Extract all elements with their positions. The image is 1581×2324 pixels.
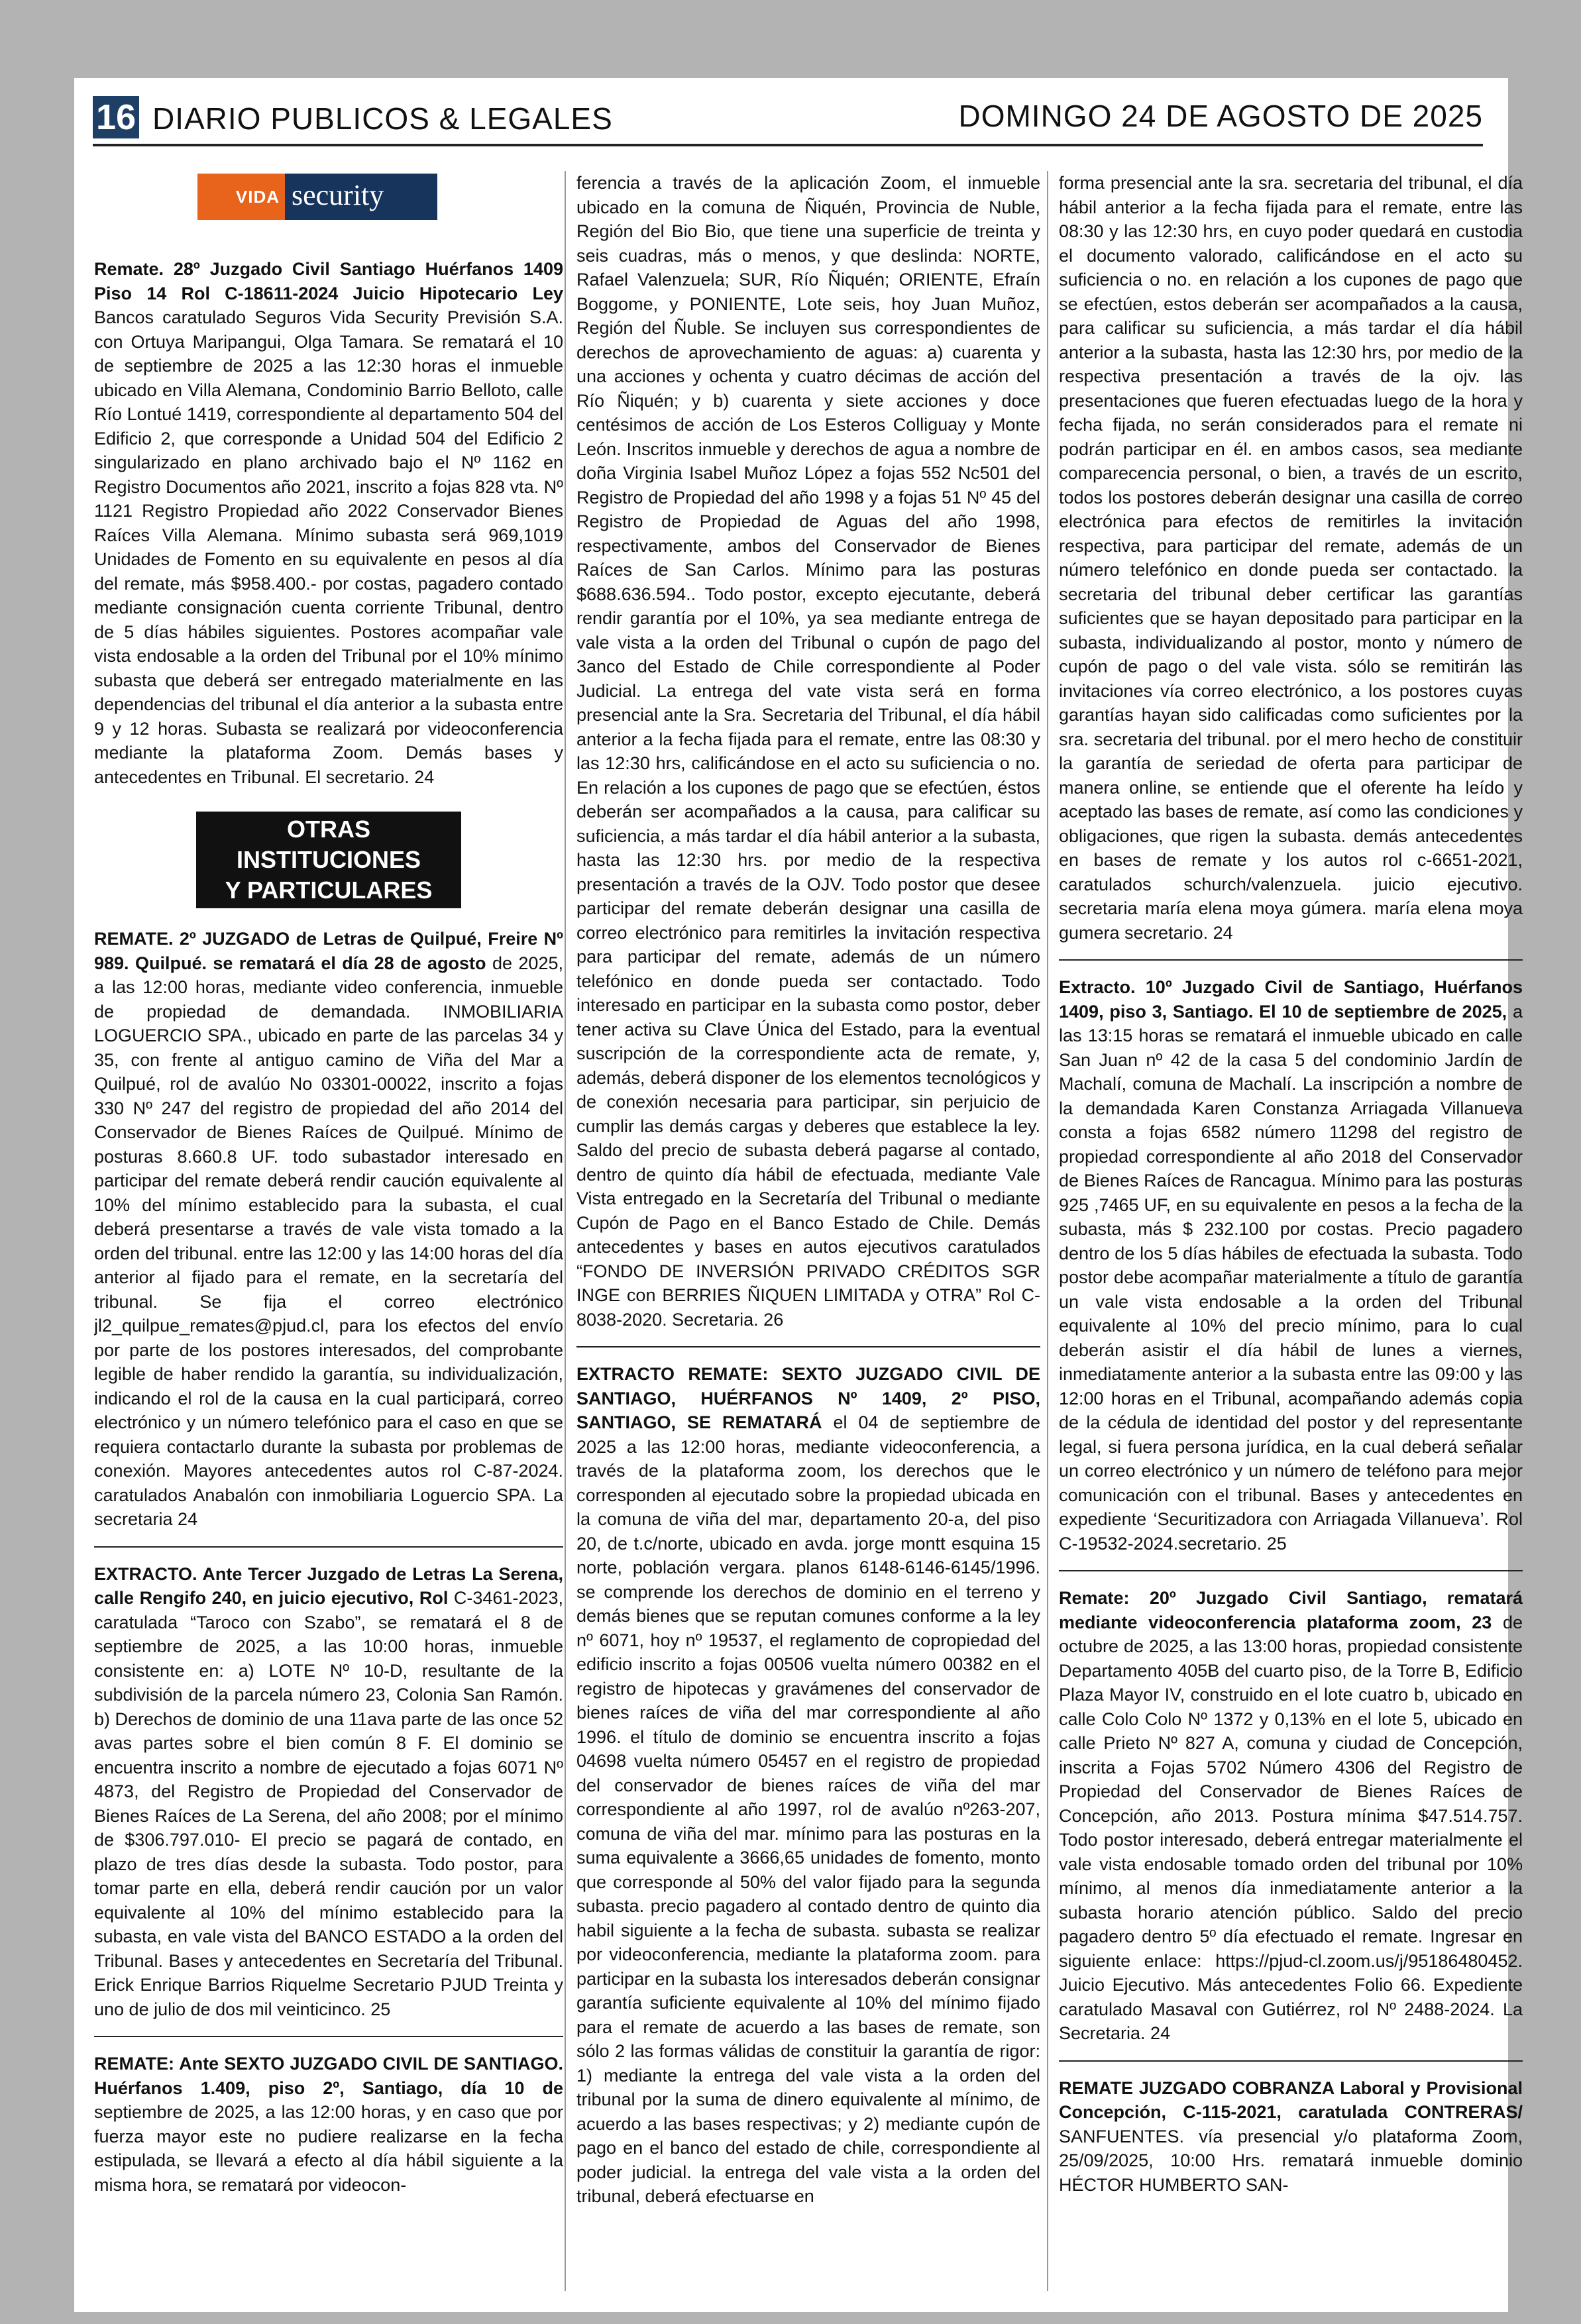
logo-security: security — [285, 174, 437, 220]
notice-heading: EXTRACTO. Ante Tercer Juzgado de Letras La Serena, calle Rengifo 240, en juicio ejecutivo, Rol — [94, 1563, 563, 1608]
notice-body: a las 13:15 horas se rematará el inmueble ubicado en calle San Juan nº 42 de la casa 5 del condominio Jardín de Machalí, comuna de Machalí. La inscripción a nombre de la demandada Karen Constanza Arriagada Villanueva consta a fojas 6582 número 11298 del registro de propiedad correspondiente al año 2018 del Conservador de Bienes Raíces de Rancagua. Mínimo para las posturas 925 ,7465 UF, en su equivalente en pesos a la fecha de la subasta, más $ 232.100 por costas. Precio pagadero dentro de los 5 días hábiles de efectuada la subasta. Todo postor debe acompañar materialmente a título de garantía un vale vista endosable a la orden del Tribunal equivalente al 10% del precio mínimo, para lo cual deberán asistir el día hábil de lunes a viernes, inmediatamente anterior a la subasta entre las 09:00 y las 12:00 horas en el Tribunal, acompañando además copia de la cédula de identidad del postor y del representante legal, si fuera persona jurídica, en la cual deberá señalar un correo electrónico y un número de teléfono para mejor comunicación con el tribunal. Bases y antecedentes en expediente ‘Securitizadora con Arriagada Villanueva’. Rol C-19532-2024.secretario. 25 — [1059, 1001, 1523, 1554]
notice-heading: EXTRACTO REMATE: SEXTO JUZGADO CIVIL DE SANTIAGO, HUÉRFANOS Nº 1409, 2º PISO, SANTIAGO, SE REMATARÁ — [576, 1364, 1040, 1432]
column-3 — [1059, 171, 1523, 2304]
section-banner-line1: OTRAS INSTITUCIONES — [236, 816, 421, 873]
column-1 — [94, 171, 563, 2304]
notice-body: el 04 de septiembre de 2025 a las 12:00 horas, mediante videoconferencia, a través de la plataforma zoom, los derechos que le corresponden al ejecutado sobre la propiedad ubicada en la comuna de viña del mar, departamento 20-a, del piso 20, de t.c/norte, ubicado en avda. jorge montt esquina 15 norte, población vergara. planos 6148-6146-6145/1996. se comprende los derechos de dominio en el terreno y demás bienes que se reputan comunes conforme a la ley nº 6071, hoy nº 19537, el reglamento de copropiedad del edificio inscrito a fojas 00506 vuelta número 00382 en el registro de hipotecas y gravámenes del conservador de bienes raíces de viña del mar correspondiente al año 1996. el título de dominio se encuentra inscrito a fojas 04698 vuelta número 05457 en el registro de propiedad del conservador de bienes raíces de viña del mar correspondiente al año 1997, rol de avalúo nº263-207, comuna de viña del mar. mínimo para las posturas en la suma equivalente a 3666,65 unidades de fomento, monto que corresponde al 50% del valor fijado para la segunda subasta. precio pagadero al contado dentro de quinto dia habil siguiente a la fecha de subasta. subasta se realizar por videoconferencia, mediante la plataforma zoom. para participar en la subasta los interesados deberán consignar garantía suficiente equivalente al 10% del mínimo fijado para el remate de acuerdo a las bases de remate, son sólo 2 las formas válidas de constituir la garantía de rigor: 1) mediante la entrega del vale vista a la orden del tribunal por la suma de dinero equivalente al mínimo, de acuerdo a las bases respectivas; y 2) mediante cupón de pago en el banco del estado de chile, correspondiente al poder judicial. la entrega del vale vista a la orden del tribunal, deberá efectuarse en — [576, 1412, 1040, 2206]
vida-security-logo — [94, 174, 563, 220]
column-divider — [565, 171, 566, 2291]
notice — [94, 927, 563, 1532]
header-rule — [93, 144, 1483, 146]
notice-body: ferencia a través de la aplicación Zoom, el inmueble ubicado en la comuna de Ñiquén, Provincia de Nuble, Región del Bio Bio, que tiene una superficie de treinta y seis cuadras, más o menos, y que deslinda: NORTE, Rafael Valenzuela; SUR, Río Ñiquén; ORIENTE, Efraín Boggome, y PONIENTE, Lote seis, hoy Juan Muñoz, Región del Ñuble. Se incluyen sus correspondientes de derechos de aprovechamiento de aguas: a) cuarenta y una acciones y ochenta y cuatro décimas de acción del Río Ñiquén; y b) cuarenta y siete acciones y doce centésimos de acción de Los Esteros Colliguay y Monte León. Inscritos inmueble y derechos de agua a nombre de doña Virginia Isabel Muñoz López a fojas 552 Nc501 del Registro de Propiedad del año 1998 y a fojas 51 Nº 45 del Registro de Propiedad de Aguas del año 1998, respectivamente, ambos del Conservador de Bienes Raíces de San Carlos. Mínimo para las posturas $688.636.594.. Todo postor, excepto ejecutante, deberá rendir garantía por el 10%, ya sea mediante entrega de vale vista a la orden del Tribunal o cupón de pago del 3anco del Estado de Chile correspondiente al Poder Judicial. La entrega del vate vista será en forma presencial ante la Sra. Secretaria del Tribunal, el día hábil anterior a la fecha fijada para el remate, entre las 08:30 y las 12:30 hrs, calificándose en el acto su suficiencia o no. En relación a los cupones de pago que se efectúen, éstos deberán ser acompañados a la causa, para calificar su suficiencia, a más tardar el día hábil anterior a la subasta, hasta las 12:30 hrs. por medio de la respectiva presentación a través de la OJV. Todo postor que desee participar del remate deberán designar una casilla de correo electrónico para remitirles la invitación respectiva para participar del remate, además de un número telefónico en donde pueda ser contactado. Todo interesado en participar en la subasta como postor, deber tener activa su Clave Única del Estado, para la eventual suscripción de la correspondiente acta de remate, y, además, deberá disponer de los elementos tecnológicos y de conexión necesaria para participar, sin perjuicio de cumplir las demás cargas y deberes que establece la ley. Saldo del precio de subasta deberá pagarse al contado, dentro de quinto día hábil de efectuada, mediante Vale Vista entregado en la Secretaría del Tribunal o mediante Cupón de Pago en el Banco Estado de Chile. Demás antecedentes y bases en autos ejecutivos caratulados “FONDO DE INVERSIÓN PRIVADO CRÉDITOS SGR INGE con BERRIES ÑIQUEN LIMITADA y OTRA” Rol C-8038-2020. Secretaria. 26 — [576, 173, 1040, 1330]
notice-body: forma presencial ante la sra. secretaria del tribunal, el día hábil anterior a la fecha fijada para el remate, entre las 08:30 y las 12:30 hrs, en cuyo poder quedará en custodia el documento valorado, calificándose en el acto su suficiencia o no. en relación a los cupones de pago que se efectúen, estos deberán ser acompañados a la causa, para calificar su suficiencia, a más tardar el día hábil anterior a la subasta, hasta las 12:30 hrs, por medio de la respectiva presentación a través de la ojv. las presentaciones que fueren efectuadas luego de la hora y fecha fijada, no serán considerados para el remate ni podrán participar en él. en ambos casos, sea mediante comparecencia personal, o bien, a través de un escrito, todos los postores deberán designar una casilla de correo electrónica para efectos de remitirles la invitación respectiva, para participar del remate, además de un número telefónico en donde pueda ser contactado. la secretaria del tribunal deber certificar las garantías suficientes que se hayan depositado para participar en la subasta, individualizando al postor, monto y número de cupón de pago o del vale vista. sólo se remitirán las invitaciones vía correo electrónico, a los postores cuyas garantías hayan sido calificadas como suficientes por la sra. secretaria del tribunal. por el mero hecho de constituir la garantía de seriedad de oferta para participar de manera online, se entiende que el oferente ha leído y aceptado las bases de remate, así como las condiciones y obligaciones, que rigen la subasta. demás antecedentes en bases de remate y los autos rol c-6651-2021, caratulados schurch/valenzuela. juicio ejecutivo. secretaria maría elena moya gúmera. maría elena moya gumera secretario. 24 — [1059, 173, 1523, 943]
notice-heading: REMATE. 2º JUZGADO de Letras de Quilpué, Freire Nº 989. Quilpué. se rematará el día 28 de agosto — [94, 929, 563, 973]
column-2 — [576, 171, 1040, 2304]
notice-body: Bancos caratulado Seguros Vida Security Previsión S.A. con Ortuya Maripangui, Olga Tamara. Se rematará el 10 de septiembre de 2025 a las 12:30 horas el inmueble ubicado en Villa Alemana, Condominio Barrio Belloto, calle Río Lontué 1419, correspondiente al departamento 504 del Edificio 2, que corresponde a Unidad 504 del Edificio 2 singularizado en plano archivado bajo el Nº 1162 en Registro Documentos año 2021, inscrito a fojas 828 vta. Nº 1121 Registro Propiedad año 2022 Conservador Bienes Raíces Villa Alemana. Mínimo subasta será 969,1019 Unidades de Fomento en su equivalente en pesos al día del remate, más $958.400.- por costas, pagadero contado mediante consignación cuenta corriente Tribunal, dentro de 5 días hábiles siguientes. Postores acompañar vale vista endosable a la orden del Tribunal por el 10% mínimo subasta que deberá ser entregado materialmente en las dependencias del tribunal el día anterior a la subasta entre 9 y 12 horas. Subasta se realizará por videoconferencia mediante la plataforma Zoom. Demás bases y antecedentes en Tribunal. El secretario. 24 — [94, 307, 563, 787]
notice-separator — [1059, 959, 1523, 961]
notice-heading: REMATE: Ante SEXTO JUZGADO CIVIL DE SANTIAGO. Huérfanos 1.409, piso 2º, Santiago, día 10 de — [94, 2054, 563, 2098]
page-number: 16 — [93, 96, 139, 138]
notice-separator — [94, 2036, 563, 2037]
notice — [94, 257, 563, 789]
notice-separator — [1059, 1570, 1523, 1571]
notice-heading: REMATE JUZGADO COBRANZA Laboral y Provisional Concepción, C-115-2021, caratulada CONTRERAS/ — [1059, 2078, 1523, 2122]
notice-body: septiembre de 2025, a las 12:00 horas, y en caso que por fuerza mayor este no pudiere realizarse en la fecha estipulada, se llevará a efecto al día hábil siguiente a la misma hora, se rematará por videocon- — [94, 2102, 563, 2195]
publication-title: DIARIO PUBLICOS & LEGALES — [152, 101, 613, 136]
logo-vida: VIDA — [197, 174, 285, 220]
notice-separator — [576, 1346, 1040, 1347]
notice-heading: Extracto. 10º Juzgado Civil de Santiago, Huérfanos 1409, piso 3, Santiago. El 10 de septiembre de 2025, — [1059, 977, 1523, 1022]
notice-separator — [94, 1546, 563, 1548]
notice-body: SANFUENTES. vía presencial y/o plataforma Zoom, 25/09/2025, 10:00 Hrs. rematará inmueble dominio HÉCTOR HUMBERTO SAN- — [1059, 2126, 1523, 2195]
notice-heading: Remate. 28º Juzgado Civil Santiago Huérfanos 1409 Piso 14 Rol C-18611-2024 Juicio Hipotecario Ley — [94, 259, 563, 303]
notice — [1059, 1586, 1523, 2046]
page-header — [74, 88, 1508, 146]
newspaper-page — [74, 78, 1523, 2312]
notice-continued — [576, 171, 1040, 1332]
section-banner — [196, 812, 461, 908]
section-banner-line2: Y PARTICULARES — [225, 876, 433, 904]
notice — [94, 1562, 563, 2022]
issue-date: DOMINGO 24 DE AGOSTO DE 2025 — [958, 99, 1483, 133]
notice — [1059, 2076, 1523, 2197]
notice-body: C-3461-2023, caratulada “Taroco con Szabo”, se rematará el 8 de septiembre de 2025, a las 10:00 horas, inmueble consistente en: a) LOTE Nº 10-D, resultante de la subdivisión de la parcela número 23, Colonia San Ramón. b) Derechos de dominio de una 11ava parte de las once 52 avas partes sobre el bien común 8 F. El dominio se encuentra inscrito a nombre de ejecutado a fojas 6071 Nº 4873, del Registro de Propiedad del Conservador de Bienes Raíces de La Serena, del año 2008; por el mínimo de $306.797.010- El precio se pagará de contado, en plazo de tres días desde la subasta. Todo postor, para tomar parte en ella, deberá rendir caución por un valor equivalente al 10% del mínimo establecido para la subasta, en vale vista del BANCO ESTADO a la orden del Tribunal. Bases y antecedentes en Secretaría del Tribunal. Erick Enrique Barrios Riquelme Secretario PJUD Treinta y uno de julio de dos mil veinticinco. 25 — [94, 1588, 563, 2019]
notice — [1059, 975, 1523, 1556]
column-divider — [1047, 171, 1048, 2291]
notice-heading: Remate: 20º Juzgado Civil Santiago, rematará mediante videoconferencia plataforma zoom, 23 — [1059, 1588, 1523, 1632]
notice-body: de octubre de 2025, a las 13:00 horas, propiedad consistente Departamento 405B del cuarto piso, de la Torre B, Edificio Plaza Mayor IV, construido en el lote cuatro b, ubicado en calle Colo Colo Nº 1372 y 0,13% en el lote 5, ubicado en calle Prieto Nº 827 A, comuna y ciudad de Concepción, inscrita a Fojas 5702 Número 4306 del Registro de Propiedad del Conservador de Bienes Raíces de Concepción, año 2013. Postura mínima $47.514.757. Todo postor interesado, deberá entregar materialmente el vale vista endosable tomado orden del tribunal por 10% mínimo, al menos día inmediatamente anterior a la subasta horario atención público. Saldo del precio pagadero dentro 5º día efectuado el remate. Ingresar en siguiente enlace: https://pjud-cl.zoom.us/j/95186480452. Juicio Ejecutivo. Más antecedentes Folio 66. Expediente caratulado Masaval con Gutiérrez, rol Nº 2488-2024. La Secretaria. 24 — [1059, 1612, 1523, 2043]
notice-body: de 2025, a las 12:00 horas, mediante video conferencia, inmueble de propiedad de demandada. INMOBILIARIA LOGUERCIO SPA., ubicado en parte de las parcelas 34 y 35, con frente al antiguo camino de Viña del Mar a Quilpué, rol de avalúo No 03301-00022, inscrito a fojas 330 Nº 247 del registro de propiedad del año 2014 del Conservador de Bienes Raíces de Quilpué. Mínimo de posturas 8.660.8 UF. todo subastador interesado en participar del remate deberá rendir caución equivalente al 10% del mínimo establecido para la subasta, el cual deberá presentarse a través de vale vista tomado a la orden del tribunal. entre las 12:00 y las 14:00 horas del día anterior al fijado para el remate, en la secretaría del tribunal. Se fija el correo electrónico jl2_quilpue_remates@pjud.cl, para los efectos del envío por parte de los postores interesados, del comprobante legible de haber rendido la garantía, su individualización, indicando el rol de la causa en la cual participará, correo electrónico y un número telefónico para el caso en que se requiera contactarlo durante la subasta por problemas de conexión. Mayores antecedentes autos rol C-87-2024. caratulados Anabalón con inmobiliaria Loguercio SPA. La secretaria 24 — [94, 953, 563, 1529]
notice — [576, 1362, 1040, 2209]
notice-continued — [1059, 171, 1523, 945]
notice — [94, 2052, 563, 2197]
notice-separator — [1059, 2060, 1523, 2062]
